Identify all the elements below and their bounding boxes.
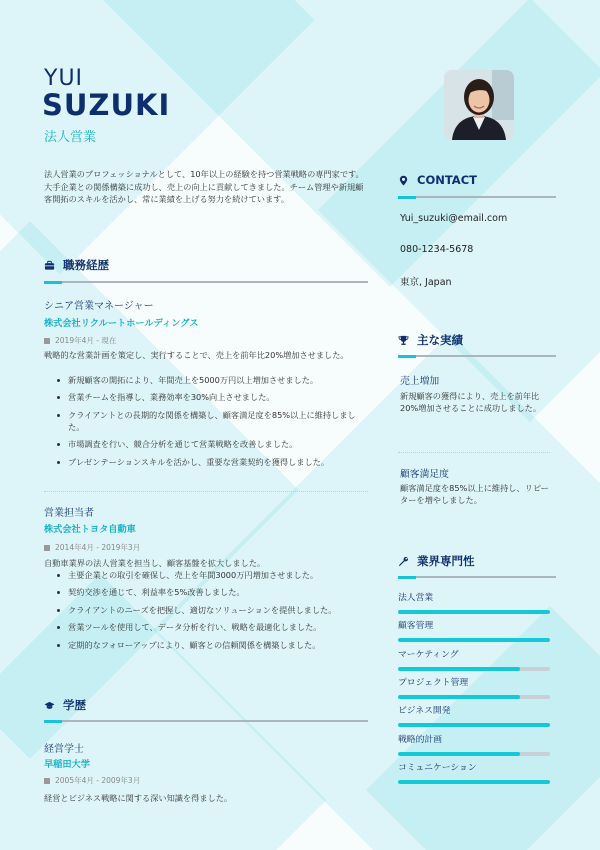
job-2-bullet: 定期的なフォローアップにより、顧客との信頼関係を構築しました。 <box>54 640 366 652</box>
contact-email[interactable]: Yui_suzuki@email.com <box>400 213 508 224</box>
job-1-company: 株式会社リクルートホールディングス <box>44 318 199 329</box>
trophy-icon <box>398 335 409 346</box>
skill-level-fill <box>398 667 520 671</box>
skill-level-fill <box>398 752 520 756</box>
experience-heading <box>44 257 109 273</box>
education-description: 経営とビジネス戦略に関する深い知識を得ました。 <box>44 793 233 803</box>
job-1-bullets <box>54 375 366 474</box>
skill-item <box>398 650 550 671</box>
job-2-description: 自動車業界の法人営業を担当し、顧客基盤を拡大しました。 <box>44 558 266 568</box>
contact-divider <box>398 196 556 198</box>
education-heading-label: 学歴 <box>63 698 86 712</box>
last-name: SUZUKI <box>42 88 171 122</box>
achievement-separator <box>398 452 550 453</box>
education-divider <box>44 720 368 722</box>
job-1-description: 戦略的な営業計画を策定し、実行することで、売上を前年比20%増加させました。 <box>44 350 349 360</box>
skill-level-fill <box>398 723 550 727</box>
skills-heading <box>398 553 475 569</box>
contact-phone[interactable]: 080-1234-5678 <box>400 244 474 255</box>
profile-summary: 法人営業のプロフェッショナルとして、10年以上の経験を持つ営業戦略の専門家です。大手企業との関係構築に成功し、売上の向上に貢献してきました。チーム管理や新規顧客開拓のスキルを活かし、常に業績を上げる努力を続けています。 <box>44 169 364 205</box>
job-1-bullet: プレゼンテーションスキルを活かし、重要な営業契約を獲得しました。 <box>54 457 366 469</box>
skill-level-bar <box>398 780 550 784</box>
experience-divider <box>44 281 368 283</box>
skill-name: 戦略的計画 <box>398 734 442 745</box>
skill-level-fill <box>398 610 550 614</box>
skill-name: 法人営業 <box>398 593 434 603</box>
achievement-1-description: 新規顧客の獲得により、売上を前年比20%増加させることに成功しました。 <box>400 391 542 413</box>
skill-level-bar <box>398 695 550 699</box>
first-name: YUI <box>44 66 84 91</box>
education-degree: 経営学士 <box>44 744 84 755</box>
job-title: 法人営業 <box>44 130 97 145</box>
experience-heading-label: 職務経歴 <box>63 258 109 272</box>
skill-item <box>398 706 550 727</box>
briefcase-icon <box>44 260 55 271</box>
job-1-period <box>44 335 116 346</box>
skill-level-fill <box>398 638 550 642</box>
job-2-bullet: 契約交渉を通じて、利益率を5%改善しました。 <box>54 587 366 599</box>
skill-item <box>398 593 550 614</box>
skill-level-fill <box>398 695 520 699</box>
skill-level-bar <box>398 752 550 756</box>
job-2-bullet: クライアントのニーズを把握し、適切なソリューションを提供しました。 <box>54 605 366 617</box>
job-1-bullet: クライアントとの長期的な関係を構築し、顧客満足度を85%以上に維持しました。 <box>54 410 366 434</box>
achievements-heading <box>398 332 463 348</box>
job-1-bullet: 営業チームを指導し、業務効率を30%向上させました。 <box>54 392 366 404</box>
skill-name: コミュニケーション <box>398 762 477 773</box>
contact-location: 東京, Japan <box>400 277 452 288</box>
skill-level-fill <box>398 780 550 784</box>
achievements-heading-label: 主な実績 <box>417 333 463 347</box>
map-marker-icon <box>398 175 409 186</box>
skill-item <box>398 735 550 756</box>
skill-level-bar <box>398 610 550 614</box>
calendar-icon <box>44 778 50 784</box>
skill-name: プロジェクト管理 <box>398 677 469 688</box>
skill-name: 顧客管理 <box>398 621 434 632</box>
skill-level-bar <box>398 638 550 642</box>
achievements-divider <box>398 355 556 357</box>
graduation-cap-icon <box>44 700 55 711</box>
skill-item <box>398 678 550 699</box>
skill-level-bar <box>398 667 550 671</box>
wrench-icon <box>398 556 409 567</box>
skill-name: マーケティング <box>398 649 459 660</box>
education-period-text: 2005年4月 - 2009年3月 <box>55 776 141 785</box>
job-2-period-text: 2014年4月 - 2019年3月 <box>55 543 141 552</box>
skills-divider <box>398 576 556 578</box>
skills-heading-label: 業界専門性 <box>417 554 475 568</box>
job-1-period-text: 2019年4月 - 現在 <box>55 336 117 345</box>
education-school: 早稲田大学 <box>44 759 90 770</box>
calendar-icon <box>44 338 50 344</box>
job-2-period <box>44 542 140 553</box>
job-2-company: 株式会社トヨタ自動車 <box>44 524 136 535</box>
education-heading <box>44 697 86 713</box>
contact-heading <box>398 173 477 187</box>
achievement-2-title: 顧客満足度 <box>400 469 449 480</box>
skill-item <box>398 621 550 642</box>
job-1-title: シニア営業マネージャー <box>44 301 154 312</box>
job-2-title: 営業担当者 <box>44 508 94 519</box>
education-period <box>44 775 140 786</box>
achievement-1-title: 売上増加 <box>400 376 440 387</box>
job-separator <box>44 491 368 492</box>
achievement-2-description: 顧客満足度を85%以上に維持し、リピーターを増やしました。 <box>400 483 549 505</box>
skill-level-bar <box>398 723 550 727</box>
job-2-bullets <box>54 570 366 657</box>
contact-heading-label: CONTACT <box>417 173 477 187</box>
skill-name: ビジネス開発 <box>398 706 451 717</box>
skill-item <box>398 763 550 784</box>
calendar-icon <box>44 545 50 551</box>
job-2-bullet: 営業ツールを使用して、データ分析を行い、戦略を最適化しました。 <box>54 622 366 634</box>
profile-photo <box>444 70 514 140</box>
job-2-bullet: 主要企業との取引を確保し、売上を年間3000万円増加させました。 <box>54 570 366 582</box>
job-1-bullet: 新規顧客の開拓により、年間売上を5000万円以上増加させました。 <box>54 375 366 387</box>
job-1-bullet: 市場調査を行い、競合分析を通じて営業戦略を改善しました。 <box>54 439 366 451</box>
